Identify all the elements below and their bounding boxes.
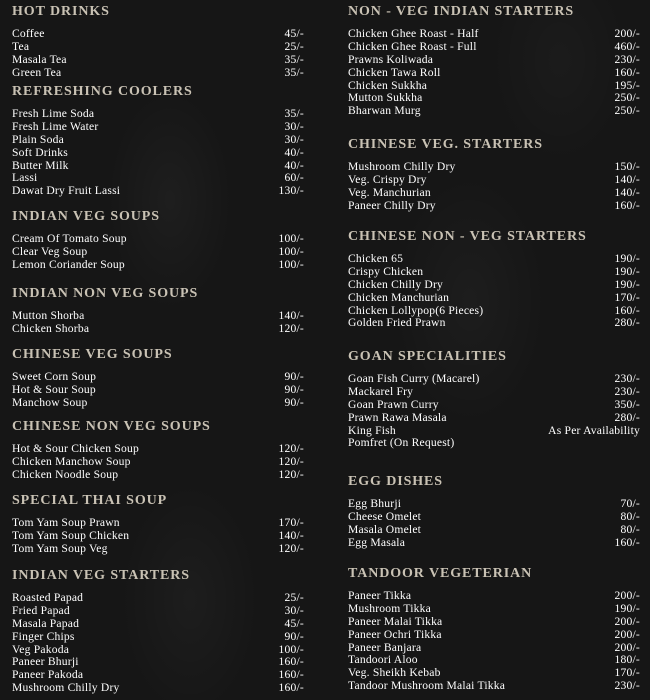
menu-item-price: 280/- [614, 410, 640, 424]
menu-item-list [348, 161, 640, 213]
menu-section-chinese-veg-soups [12, 347, 304, 410]
menu-item [348, 590, 640, 603]
menu-item-price: 180/- [614, 653, 640, 667]
section-heading: INDIAN VEG STARTERS [12, 568, 190, 583]
menu-item [12, 259, 304, 272]
menu-item-name: Lemon Coriander Soup [12, 257, 125, 271]
menu-item-price: 40/- [284, 145, 304, 159]
menu-item [12, 147, 304, 160]
menu-item-name: Mushroom Chilly Dry [348, 160, 456, 173]
menu-item-name: Paneer Chilly Dry [348, 198, 436, 212]
menu-item-price: 280/- [614, 316, 640, 330]
menu-item-price: As Per Availability [548, 423, 640, 437]
section-heading: INDIAN VEG SOUPS [12, 209, 160, 224]
menu-item [348, 253, 640, 266]
menu-item [348, 537, 640, 550]
menu-section-indian-veg-soups [12, 209, 304, 272]
menu-item-price: 160/- [614, 303, 640, 317]
menu-item-price: 160/- [614, 198, 640, 212]
menu-item-name: Veg. Crispy Dry [348, 172, 427, 186]
menu-item-price: 30/- [284, 119, 304, 133]
menu-item-list [12, 517, 304, 556]
menu-section-goan-specialities [348, 349, 640, 450]
menu-item [12, 517, 304, 530]
menu-item [348, 67, 640, 80]
menu-item-name: Chicken Ghee Roast - Half [348, 27, 479, 40]
menu-item-price: 140/- [278, 528, 304, 542]
menu-item-price: 120/- [278, 454, 304, 468]
menu-item-name: Chicken Manchow Soup [12, 454, 131, 468]
menu-section-special-thai-soup [12, 493, 304, 556]
menu-item-price: 200/- [614, 614, 640, 628]
menu-item [12, 323, 304, 336]
menu-item-price: 160/- [278, 668, 304, 682]
menu-item-name: Sweet Corn Soup [12, 370, 97, 383]
menu-section-refreshing-coolers [12, 84, 304, 198]
section-heading: SPECIAL THAI SOUP [12, 493, 168, 508]
menu-item-name: Egg Bhurji [348, 497, 402, 510]
menu-item-name: Tom Yam Soup Chicken [12, 528, 130, 542]
menu-item-price: 160/- [278, 655, 304, 669]
menu-item-price: 170/- [278, 516, 304, 529]
section-heading: GOAN SPECIALITIES [348, 349, 507, 364]
menu-item-price: 35/- [284, 52, 304, 66]
menu-item-name: Fresh Lime Water [12, 119, 99, 133]
menu-item-price: 120/- [278, 541, 304, 555]
menu-section-indian-veg-starters [12, 568, 304, 695]
menu-item-name: Chicken Sukkha [348, 78, 428, 92]
menu-item [12, 310, 304, 323]
menu-item [12, 121, 304, 134]
menu-item-price: 45/- [284, 616, 304, 630]
menu-item [348, 498, 640, 511]
menu-item [348, 187, 640, 200]
menu-section-non-veg-indian-starters [348, 4, 640, 118]
menu-item-name: Prawn Rawa Masala [348, 410, 447, 424]
menu-item-price: 60/- [284, 171, 304, 185]
menu-item [12, 67, 304, 80]
menu-item-name: Roasted Papad [12, 591, 84, 604]
menu-section-chinese-veg-starters [348, 137, 640, 213]
menu-item-name: Veg Pakoda [12, 642, 70, 656]
menu-item [348, 373, 640, 386]
menu-item [12, 682, 304, 695]
menu-item [348, 266, 640, 279]
section-heading: HOT DRINKS [12, 4, 110, 19]
menu-item [348, 105, 640, 118]
menu-item-price: 90/- [284, 629, 304, 643]
menu-item-name: Paneer Malai Tikka [348, 614, 443, 628]
menu-section-chinese-non-veg-soups [12, 419, 304, 482]
menu-item-list [12, 592, 304, 695]
menu-item-list [348, 373, 640, 450]
menu-item-price: 90/- [284, 382, 304, 396]
menu-item [348, 292, 640, 305]
menu-item-price: 460/- [614, 39, 640, 53]
menu-item-price: 200/- [614, 627, 640, 641]
menu-item [348, 603, 640, 616]
menu-item [12, 28, 304, 41]
menu-item-name: Bharwan Murg [348, 104, 421, 118]
menu-item-name: Crispy Chicken [348, 264, 424, 278]
menu-item-price: 190/- [614, 277, 640, 291]
menu-item [12, 543, 304, 556]
menu-item [12, 371, 304, 384]
menu-item-price: 190/- [614, 601, 640, 615]
menu-item-name: Tandoori Aloo [348, 653, 418, 667]
menu-item-name: Hot & Sour Soup [12, 382, 96, 396]
menu-item-name: Paneer Banjara [348, 640, 422, 654]
menu-item [12, 397, 304, 410]
menu-item [348, 386, 640, 399]
menu-item [12, 54, 304, 67]
section-heading: CHINESE NON VEG SOUPS [12, 419, 211, 434]
menu-item-name: Paneer Bhurji [12, 655, 79, 669]
menu-item-name: Tandoor Mushroom Malai Tikka [348, 679, 506, 693]
menu-item [348, 437, 640, 450]
menu-item [12, 246, 304, 259]
menu-item-price: 160/- [278, 681, 304, 695]
menu-item [12, 592, 304, 605]
menu-item [348, 54, 640, 67]
menu-item-price: 200/- [614, 640, 640, 654]
menu-item-name: Mutton Shorba [12, 309, 85, 322]
menu-item [12, 605, 304, 618]
menu-item-name: Paneer Pakoda [12, 668, 84, 682]
menu-item [348, 28, 640, 41]
menu-item-price: 140/- [614, 185, 640, 199]
menu-item [12, 185, 304, 198]
menu-item-name: Chicken Noodle Soup [12, 467, 119, 481]
menu-item [348, 524, 640, 537]
menu-item-name: Mushroom Chilly Dry [12, 681, 120, 695]
menu-item-price: 130/- [278, 184, 304, 198]
menu-item [12, 443, 304, 456]
menu-item-price: 70/- [620, 497, 640, 510]
menu-item-price: 120/- [278, 321, 304, 335]
menu-item-name: Fried Papad [12, 603, 70, 617]
menu-item-name: Paneer Tikka [348, 589, 412, 602]
menu-item-price: 35/- [284, 107, 304, 120]
menu-item-price: 200/- [614, 27, 640, 40]
menu-item-name: Tom Yam Soup Prawn [12, 516, 120, 529]
menu-item-list [12, 108, 304, 198]
section-heading: CHINESE VEG. STARTERS [348, 137, 543, 152]
menu-item-list [348, 498, 640, 550]
menu-item-name: Dawat Dry Fruit Lassi [12, 184, 121, 198]
menu-item-list [12, 443, 304, 482]
section-heading: CHINESE VEG SOUPS [12, 347, 173, 362]
menu-item-list [348, 253, 640, 330]
menu-item-name: Manchow Soup [12, 395, 88, 409]
menu-item-price: 100/- [278, 232, 304, 245]
menu-item-name: Chicken 65 [348, 252, 404, 265]
menu-item-name: Tom Yam Soup Veg [12, 541, 108, 555]
menu-item-name: Masala Tea [12, 52, 67, 66]
menu-item [348, 279, 640, 292]
menu-item-price: 160/- [614, 65, 640, 79]
menu-item-list [12, 28, 304, 80]
section-heading: CHINESE NON - VEG STARTERS [348, 229, 587, 244]
menu-item-price: 230/- [614, 52, 640, 66]
menu-item-name: Chicken Tawa Roll [348, 65, 441, 79]
menu-item-name: Chicken Chilly Dry [348, 277, 444, 291]
menu-item-price: 80/- [620, 522, 640, 536]
menu-item-name: Hot & Sour Chicken Soup [12, 442, 139, 455]
menu-item [348, 161, 640, 174]
menu-item-name: Egg Masala [348, 535, 406, 549]
menu-item-list [348, 590, 640, 693]
menu-item [12, 41, 304, 54]
menu-item-name: Mutton Sukkha [348, 91, 423, 105]
menu-item-price: 100/- [278, 257, 304, 271]
menu-item-name: Chicken Manchurian [348, 290, 450, 304]
menu-item-price: 170/- [614, 290, 640, 304]
menu-item-price: 350/- [614, 397, 640, 411]
menu-item-name: Chicken Lollypop(6 Pieces) [348, 303, 484, 317]
menu-item-name: Goan Fish Curry (Macarel) [348, 372, 480, 385]
menu-item-name: Veg. Manchurian [348, 185, 431, 199]
menu-item-name: Chicken Shorba [12, 321, 90, 335]
menu-item-price: 90/- [284, 370, 304, 383]
menu-item-price: 230/- [614, 384, 640, 398]
menu-item-price: 160/- [614, 535, 640, 549]
menu-item-price: 140/- [278, 309, 304, 322]
menu-item-name: Paneer Ochri Tikka [348, 627, 442, 641]
menu-section-indian-non-veg-soups [12, 286, 304, 336]
menu-item-list [348, 28, 640, 118]
menu-item-name: Golden Fried Prawn [348, 316, 446, 330]
menu-item-price: 230/- [614, 679, 640, 693]
menu-item [12, 233, 304, 246]
menu-item-list [12, 371, 304, 410]
menu-item-price: 150/- [614, 160, 640, 173]
menu-item [348, 511, 640, 524]
menu-item-price: 195/- [614, 78, 640, 92]
menu-item [12, 456, 304, 469]
menu-item-price: 45/- [284, 27, 304, 40]
menu-item [348, 41, 640, 54]
menu-item-name: Clear Veg Soup [12, 244, 88, 258]
section-heading: INDIAN NON VEG SOUPS [12, 286, 199, 301]
menu-item-price: 30/- [284, 603, 304, 617]
menu-item-name: Veg. Sheikh Kebab [348, 666, 441, 680]
menu-item [12, 108, 304, 121]
menu-item [348, 412, 640, 425]
menu-item [12, 631, 304, 644]
menu-section-hot-drinks [12, 4, 304, 80]
menu-item-name: Lassi [12, 171, 38, 185]
menu-item-name: Fresh Lime Soda [12, 107, 95, 120]
section-heading: TANDOOR VEGETERIAN [348, 566, 533, 581]
menu-item-name: Soft Drinks [12, 145, 68, 159]
menu-item-price: 40/- [284, 158, 304, 172]
menu-item-name: Butter Milk [12, 158, 69, 172]
menu-section-chinese-non-veg-starters [348, 229, 640, 330]
menu-item [348, 174, 640, 187]
menu-item [348, 680, 640, 693]
menu-item-price: 140/- [614, 172, 640, 186]
menu-item-price: 120/- [278, 442, 304, 455]
section-heading: REFRESHING COOLERS [12, 84, 193, 99]
menu-item-name: Green Tea [12, 65, 62, 79]
menu-item-list [12, 310, 304, 336]
menu-item-price: 250/- [614, 104, 640, 118]
menu-item-name: Coffee [12, 27, 45, 40]
menu-item-list [12, 233, 304, 272]
menu-item [12, 469, 304, 482]
menu-item-name: Pomfret (On Request) [348, 436, 455, 450]
menu-item-price: 170/- [614, 666, 640, 680]
menu-item [12, 160, 304, 173]
menu-item-name: Cheese Omelet [348, 509, 422, 523]
menu-item-price: 190/- [614, 264, 640, 278]
menu-item-price: 100/- [278, 642, 304, 656]
menu-item-price: 80/- [620, 509, 640, 523]
menu-item [348, 317, 640, 330]
menu-item-name: Finger Chips [12, 629, 75, 643]
menu-item-name: Mackarel Fry [348, 384, 414, 398]
menu-item [12, 530, 304, 543]
menu-item-price: 25/- [284, 591, 304, 604]
menu-item-price: 230/- [614, 372, 640, 385]
menu-item-name: Mushroom Tikka [348, 601, 432, 615]
menu-item [12, 618, 304, 631]
menu-item [348, 399, 640, 412]
menu-item-price: 25/- [284, 39, 304, 53]
menu-item [348, 629, 640, 642]
menu-item-price: 250/- [614, 91, 640, 105]
section-heading: NON - VEG INDIAN STARTERS [348, 4, 575, 19]
menu-item-name: King Fish [348, 423, 396, 437]
menu-item-name: Goan Prawn Curry [348, 397, 439, 411]
menu-item-price: 35/- [284, 65, 304, 79]
menu-item [12, 134, 304, 147]
menu-item [348, 200, 640, 213]
menu-item-price: 190/- [614, 252, 640, 265]
menu-item-name: Chicken Ghee Roast - Full [348, 39, 477, 53]
menu-item-name: Plain Soda [12, 132, 64, 146]
menu-item-price: 30/- [284, 132, 304, 146]
menu-item-name: Prawns Koliwada [348, 52, 434, 66]
menu-item [348, 616, 640, 629]
menu-item [12, 384, 304, 397]
menu-section-egg-dishes [348, 474, 640, 550]
menu-item-price: 120/- [278, 467, 304, 481]
menu-item-name: Masala Papad [12, 616, 80, 630]
menu-section-tandoor-vegeterian [348, 566, 640, 693]
menu-item-name: Tea [12, 39, 30, 53]
menu-item-price: 200/- [614, 589, 640, 602]
menu-item-name: Masala Omelet [348, 522, 422, 536]
menu-item-name: Cream Of Tomato Soup [12, 232, 127, 245]
section-heading: EGG DISHES [348, 474, 443, 489]
menu-item-price: 100/- [278, 244, 304, 258]
menu-item-price: 90/- [284, 395, 304, 409]
